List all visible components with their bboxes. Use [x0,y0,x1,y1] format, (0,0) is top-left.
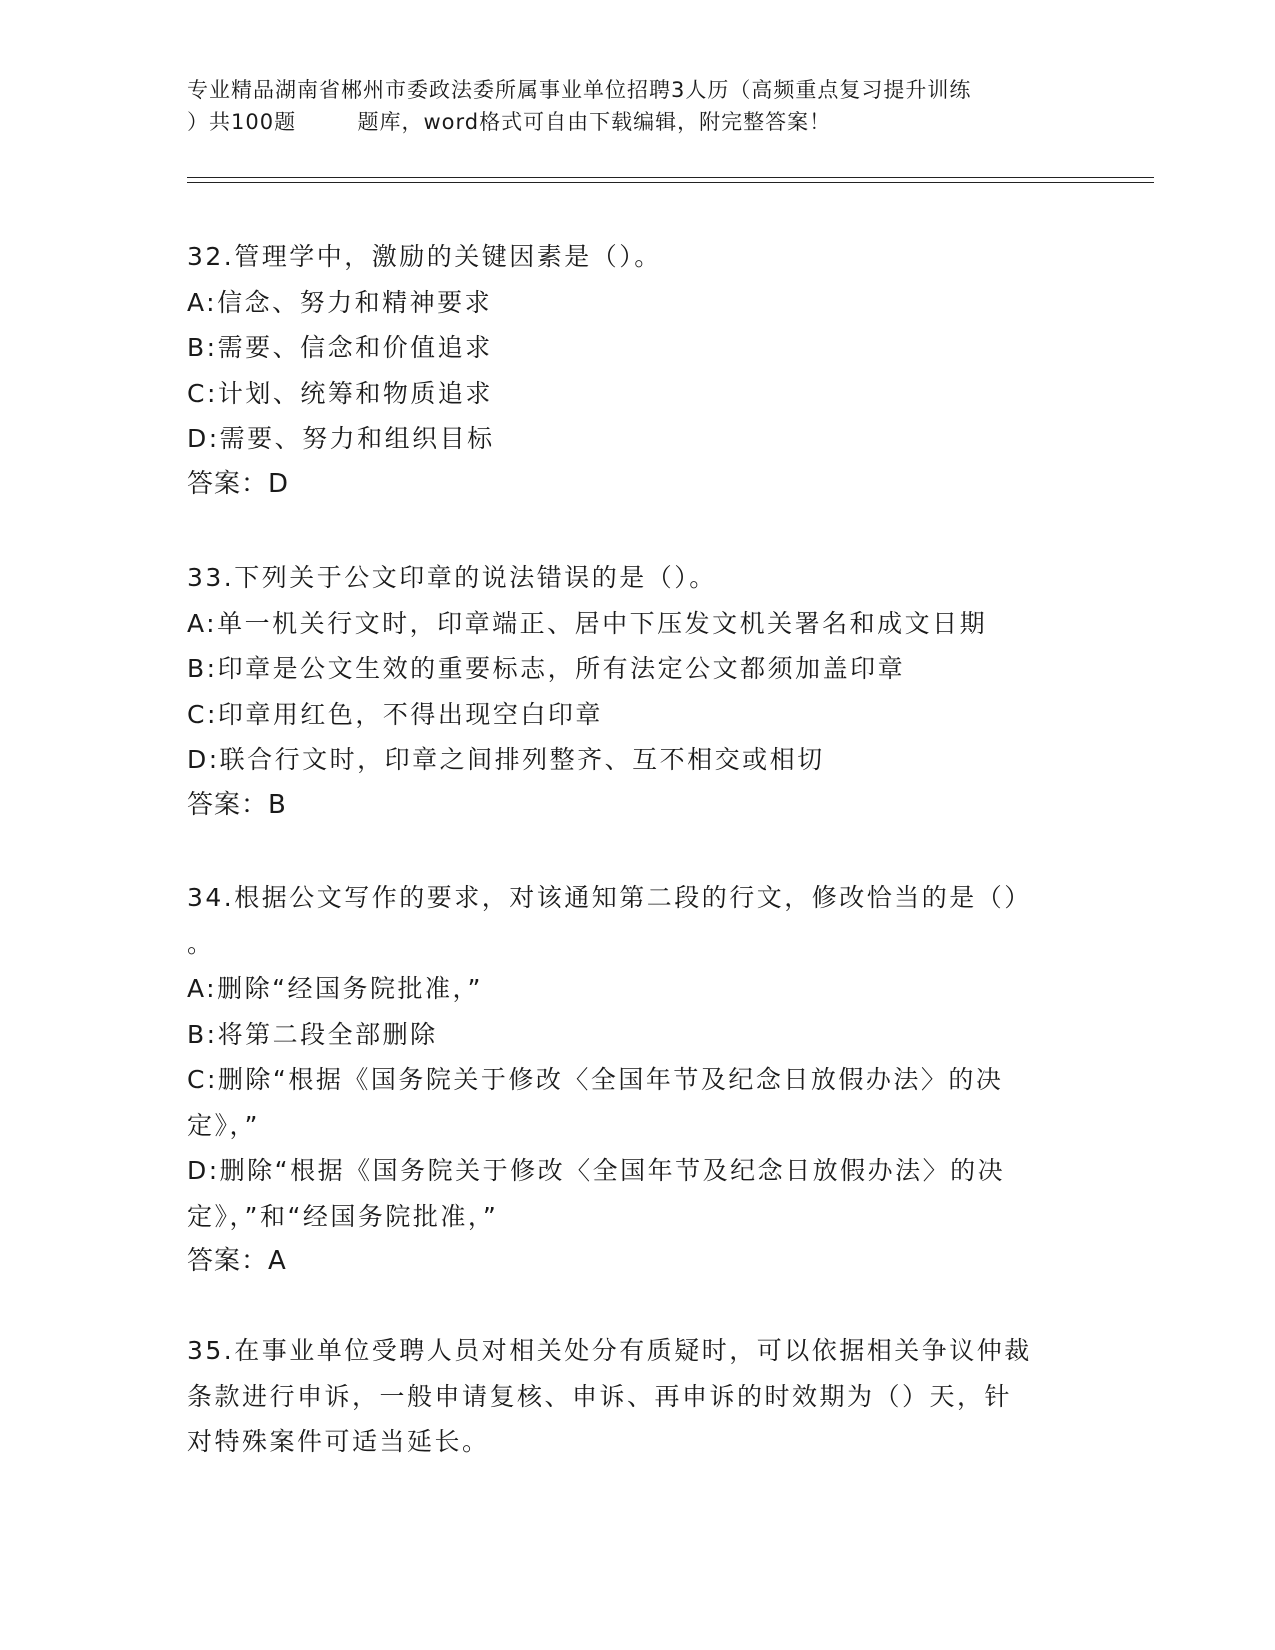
option-d-continued: 定》，”和“经国务院批准，” [187,1201,499,1231]
option-b: B:将第二段全部删除 [187,1019,438,1049]
document-header [187,74,1087,138]
option-c: C:删除“根据《国务院关于修改〈全国年节及纪念日放假办法〉的决 [187,1065,1004,1094]
question-stem: 32.管理学中，激励的关键因素是（）。 [187,242,662,271]
question-35 [187,1328,1077,1465]
option-a: A:信念、努力和精神要求 [187,287,493,317]
header-line-1: 专业精品湖南省郴州市委政法委所属事业单位招聘3人历（高频重点复习提升训练 [187,78,972,102]
option-d: D:删除“根据《国务院关于修改〈全国年节及纪念日放假办法〉的决 [187,1156,1006,1185]
header-divider-bottom [187,182,1154,183]
answer-label: 答案：B [187,789,287,820]
header-line-2: ）共100题 题库，word格式可自由下载编辑，附完整答案！ [187,110,832,134]
question-stem-continued: 条款进行申诉，一般申请复核、申诉、再申诉的时效期为（）天，针 [187,1381,1013,1411]
option-c-continued: 定》，” [187,1110,260,1140]
option-c: C:印章用红色，不得出现空白印章 [187,699,603,729]
question-stem: 33.下列关于公文印章的说法错误的是（）。 [187,563,717,592]
question-stem: 34.根据公文写作的要求，对该通知第二段的行文，修改恰当的是（） [187,883,1032,912]
answer-label: 答案：A [187,1246,287,1276]
option-a: A:删除“经国务院批准，” [187,974,483,1003]
question-33 [187,555,1077,828]
question-stem: 35.在事业单位受聘人员对相关处分有质疑时，可以依据相关争议仲裁 [187,1336,1032,1365]
question-stem-continued: 。 [187,928,215,958]
question-32 [187,234,1077,507]
answer-label: 答案：D [187,468,290,499]
option-c: C:计划、统筹和物质追求 [187,378,493,408]
question-stem-continued: 对特殊案件可适当延长。 [187,1427,490,1456]
option-b: B:需要、信念和价值追求 [187,333,493,362]
option-b: B:印章是公文生效的重要标志，所有法定公文都须加盖印章 [187,654,906,683]
option-d: D:需要、努力和组织目标 [187,424,495,453]
option-d: D:联合行文时，印章之间排列整齐、互不相交或相切 [187,745,825,774]
header-divider-top [187,177,1154,178]
question-34 [187,875,1077,1285]
option-a: A:单一机关行文时，印章端正、居中下压发文机关署名和成文日期 [187,608,988,638]
